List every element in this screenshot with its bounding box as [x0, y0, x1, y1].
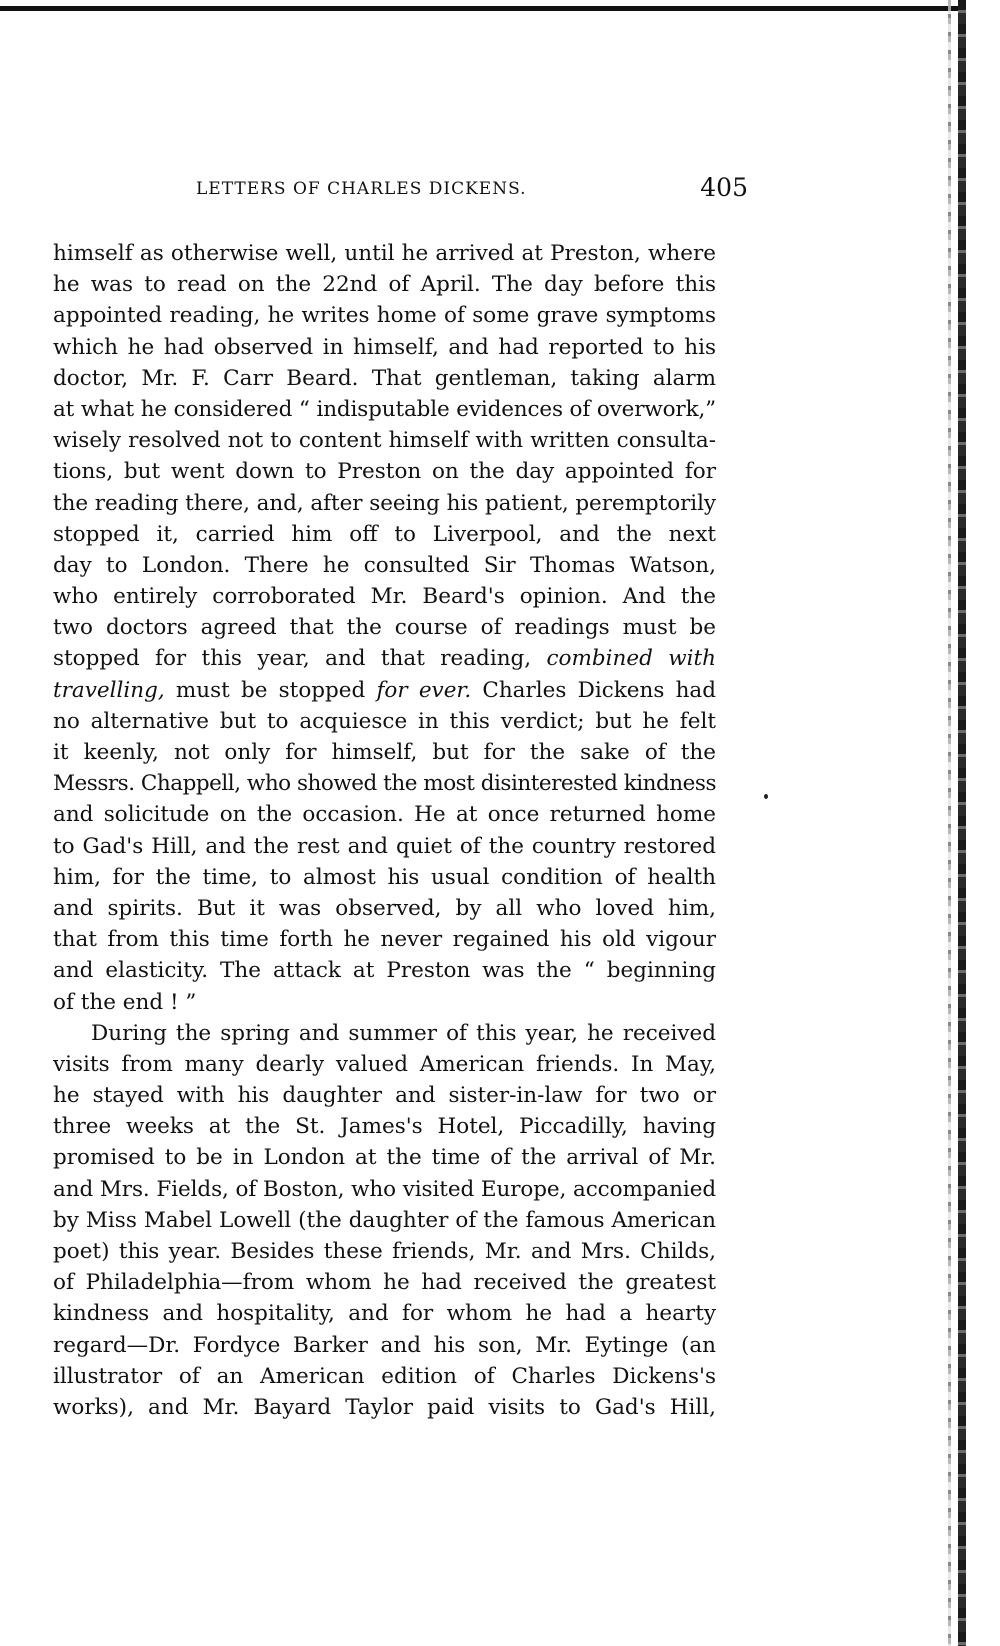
text-line: regard—Dr. Fordyce Barker and his son, Mr. Eytinge (an [53, 1332, 716, 1358]
text-line: During the spring and summer of this year, he received [91, 1020, 716, 1046]
text-line: which he had observed in himself, and had reported to his [53, 334, 716, 360]
text-line: wisely resolved not to content himself with written consulta- [53, 428, 716, 454]
text-line: stopped it, carried him off to Liverpool, and the next [53, 521, 716, 547]
running-head [196, 175, 748, 205]
text-line: day to London. There he consulted Sir Thomas Watson, [53, 552, 716, 578]
text-line: promised to be in London at the time of the arrival of Mr. [53, 1145, 716, 1171]
text-line: by Miss Mabel Lowell (the daughter of the famous American [53, 1207, 716, 1233]
text-line: at what he considered “ indisputable evidences of overwork,” [53, 396, 716, 422]
text-line: visits from many dearly valued American friends. In May, [53, 1051, 716, 1077]
text-line: the reading there, and, after seeing his patient, peremptorily [53, 490, 716, 516]
text-line: three weeks at the St. James's Hotel, Piccadilly, having [53, 1114, 716, 1140]
italic-run: for ever. [376, 677, 472, 703]
text-line: it keenly, not only for himself, but for the sake of the [53, 740, 716, 765]
text-run: stopped for this year, and that reading, [53, 646, 547, 672]
text-line: Messrs. Chappell, who showed the most disinterested kindness [53, 771, 717, 797]
text-line: he stayed with his daughter and sister-in-law for two or [53, 1083, 716, 1109]
body-text [53, 238, 716, 1423]
scan-right-edge [958, 0, 966, 1646]
text-line: himself as otherwise well, until he arrived at Preston, where [53, 241, 716, 266]
text-line: he was to read on the 22nd of April. The day before this [53, 272, 716, 298]
italic-run: combined with [546, 646, 716, 672]
text-line: and elasticity. The attack at Preston was the “ beginning [53, 958, 716, 984]
text-line: of the end ! ” [53, 989, 197, 1015]
text-line: who entirely corroborated Mr. Beard's opinion. And the [53, 584, 716, 610]
scan-top-rule [0, 6, 966, 11]
running-head-title: LETTERS OF CHARLES DICKENS. [196, 179, 527, 199]
text-line: poet) this year. Besides these friends, Mr. and Mrs. Childs, [53, 1239, 716, 1264]
text-run: must be stopped [164, 677, 377, 703]
text-line: and solicitude on the occasion. He at once returned home [53, 802, 716, 828]
text-line [53, 643, 716, 674]
text-line: two doctors agreed that the course of readings must be [53, 615, 716, 641]
text-line: and Mrs. Fields, of Boston, who visited Europe, accompanied [53, 1176, 716, 1202]
text-line: tions, but went down to Preston on the day appointed for [53, 459, 716, 485]
text-line: him, for the time, to almost his usual condition of health [53, 864, 716, 890]
text-line: to Gad's Hill, and the rest and quiet of the country restored [53, 833, 716, 859]
text-line: works), and Mr. Bayard Taylor paid visits to Gad's Hill, [53, 1394, 716, 1420]
scan-speck [764, 794, 768, 799]
scan-edge-shadow [948, 0, 951, 1646]
text-line: doctor, Mr. F. Carr Beard. That gentleman, taking alarm [53, 365, 716, 391]
italic-run: travelling, [53, 677, 165, 703]
text-line [53, 675, 716, 706]
text-run: Charles Dickens had [471, 677, 716, 703]
text-line: of Philadelphia—from whom he had received the greatest [53, 1270, 716, 1296]
text-line: and spirits. But it was observed, by all who loved him, [53, 895, 716, 921]
page-number: 405 [700, 173, 748, 202]
text-line: no alternative but to acquiesce in this verdict; but he felt [53, 708, 716, 734]
text-line: kindness and hospitality, and for whom he had a hearty [53, 1301, 716, 1327]
text-line: that from this time forth he never regained his old vigour [53, 927, 716, 953]
text-line: illustrator of an American edition of Charles Dickens's [53, 1363, 716, 1389]
text-line: appointed reading, he writes home of some grave symptoms [53, 303, 716, 329]
